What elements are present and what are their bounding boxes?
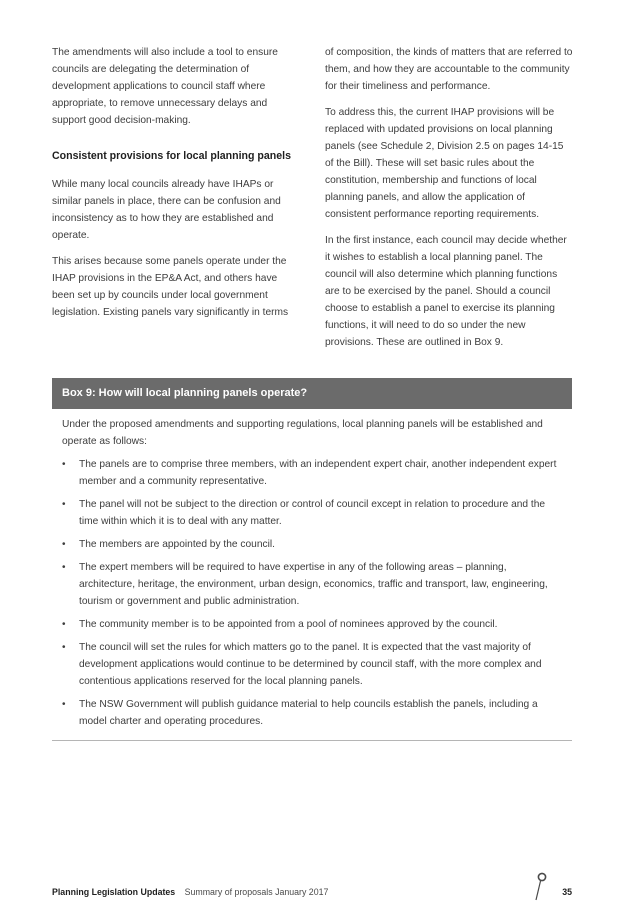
footer-title: Planning Legislation Updates	[52, 887, 176, 897]
bullet-icon: •	[62, 619, 66, 630]
left-paragraph-2: While many local councils already have IHAPs or similar panels in place, there can be confusion and inconsistency as to how they are established and operate.	[52, 179, 281, 241]
list-item-text: The expert members will be required to have expertise in any of the following areas – planning, architecture, heritage, the environment, urban design, economics, traffic and transport, law, engineering, tourism or government and public administration.	[79, 562, 548, 607]
footer-subtitle: Summary of proposals January 2017	[184, 887, 329, 897]
list-item	[62, 456, 562, 490]
right-paragraph-3: In the first instance, each council may decide whether it wishes to establish a local planning panel. The council will also determine which planning functions are to be exercised by the panel. Should a council choose to establish a panel to exercise its planning functions, it will need to do so under the new provisions. These are outlined in Box 9.	[325, 235, 567, 348]
list-item	[62, 639, 562, 690]
list-item-text: The panel will not be subject to the direction or control of council except in relation to procedure and the time within which it is to deal with any matter.	[79, 499, 546, 527]
left-paragraph-1: The amendments will also include a tool to ensure councils are delegating the determination of development applications to council staff where appropriate, to remove unnecessary delays and support good decision-making.	[52, 47, 278, 126]
list-item	[62, 559, 562, 610]
bullet-icon: •	[62, 539, 66, 550]
left-column	[52, 44, 302, 330]
list-item	[62, 496, 562, 530]
bullet-icon: •	[62, 642, 66, 653]
right-paragraph-1: of composition, the kinds of matters that are referred to them, and how they are accountable to the community for their timeliness and performance.	[325, 47, 573, 92]
info-box-intro: Under the proposed amendments and supporting regulations, local planning panels will be established and operate as follows:	[62, 419, 543, 447]
list-item-text: The council will set the rules for which matters go to the panel. It is expected that the vast majority of development applications would continue to be determined by council staff, with the more complex and contentious applications reserved for the local planning panels.	[79, 642, 542, 687]
list-item	[62, 696, 562, 730]
page-number: 35	[562, 887, 572, 897]
bullet-icon: •	[62, 562, 66, 573]
list-item-text: The panels are to comprise three members, with an independent expert chair, another independent expert member and a community representative.	[79, 459, 557, 487]
right-paragraph-2: To address this, the current IHAP provisions will be replaced with updated provisions on local planning panels (see Schedule 2, Division 2.5 on pages 14-15 of the Bill). These will set basic rules about the constitution, membership and functions of local planning panels, and allow the application of consistent performance reporting requirements.	[325, 107, 564, 220]
bullet-icon: •	[62, 699, 66, 710]
bullet-icon: •	[62, 459, 66, 470]
list-item	[62, 616, 562, 633]
page-footer	[52, 884, 572, 900]
list-item-text: The members are appointed by the council.	[79, 539, 275, 550]
info-box-list	[52, 456, 572, 730]
info-box	[52, 378, 572, 741]
list-item-text: The NSW Government will publish guidance material to help councils establish the panels, including a model charter and operating procedures.	[79, 699, 538, 727]
info-box-title: Box 9: How will local planning panels operate?	[52, 378, 572, 409]
list-item-text: The community member is to be appointed from a pool of nominees approved by the council.	[79, 619, 498, 630]
bullet-icon: •	[62, 499, 66, 510]
list-item	[62, 536, 562, 553]
left-paragraph-3: This arises because some panels operate under the IHAP provisions in the EP&A Act, and others have been set up by councils under local government legislation. Existing panels vary significantly in terms	[52, 256, 289, 318]
section-heading: Consistent provisions for local planning panels	[52, 150, 291, 162]
right-column	[325, 44, 573, 360]
map-pin-icon	[533, 872, 547, 902]
